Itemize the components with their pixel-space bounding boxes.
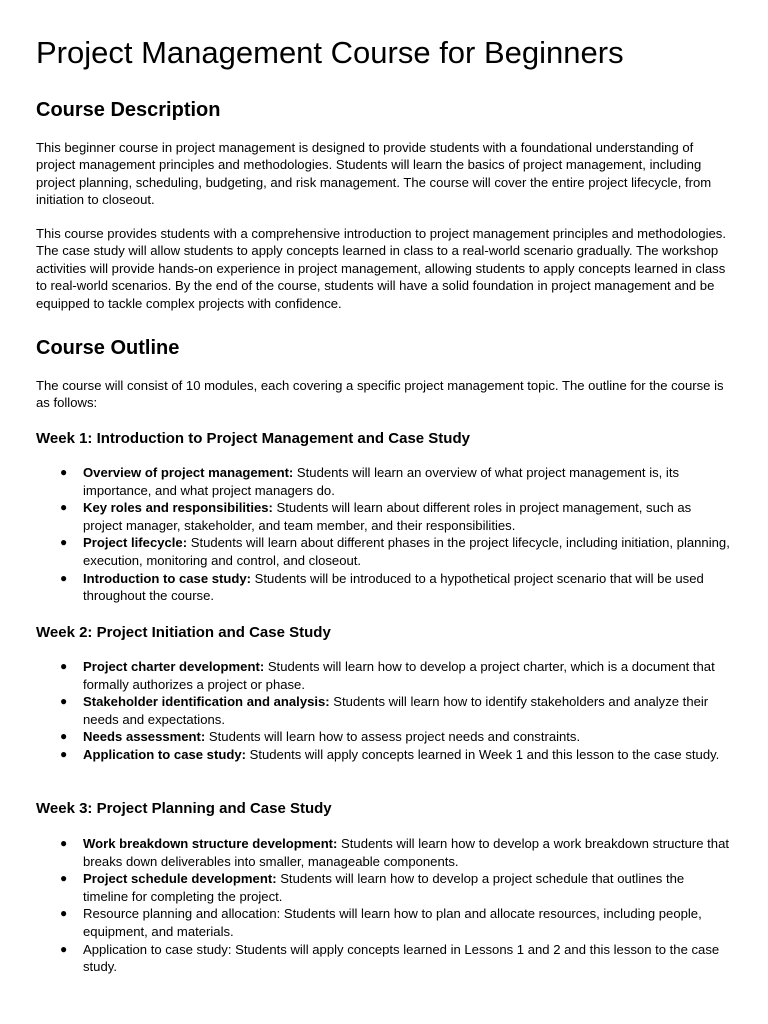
item-text: Students will be introduced to a hypothetical project scenario that will be used throughout the course. — [83, 570, 704, 604]
list-item — [36, 728, 732, 746]
course-description-heading: Course Description — [36, 99, 221, 121]
item-label: Project charter development: — [83, 659, 265, 674]
course-outline-heading: Course Outline — [36, 337, 180, 359]
item-text: Students will learn how to develop a work breakdown structure that breaks down deliverables into smaller, manageable components. — [83, 836, 729, 869]
item-label: Introduction to case study: — [83, 570, 252, 586]
bullet-icon: ● — [60, 570, 68, 585]
bullet-icon: ● — [60, 500, 68, 515]
item-text: Students will apply concepts learned in Week 1 and this lesson to the case study. — [245, 746, 720, 762]
item-label: Overview of project management: — [83, 465, 294, 480]
bullet-icon: ● — [60, 465, 68, 479]
list-item — [36, 499, 732, 534]
bullet-icon: ● — [60, 729, 68, 744]
item-text: Students will learn how to identify stakeholders and analyze their needs and expectations. — [83, 694, 709, 727]
list-item — [36, 658, 732, 693]
bullet-icon: ● — [60, 659, 68, 673]
bullet-icon: ● — [60, 535, 68, 550]
item-label: Key roles and responsibilities: — [83, 500, 273, 516]
bullet-icon: ● — [60, 941, 68, 956]
outline-intro: The course will consist of 10 modules, each covering a specific project management topic. The outline for the course is as follows: — [36, 378, 724, 411]
list-item — [36, 693, 732, 728]
list-item — [36, 941, 732, 976]
item-text: Students will learn about different roles in project management, such as project manager, stakeholder, and team member, and their responsibilities. — [83, 500, 692, 533]
list-item — [36, 746, 732, 764]
item-text: Students will learn how to develop a project charter, which is a document that formally authorizes a project or phase. — [83, 659, 715, 692]
bullet-icon: ● — [60, 746, 68, 761]
item-text: Students will learn about different phases in the project lifecycle, including initiation, planning, execution, monitoring and control, and closeout. — [83, 535, 730, 568]
item-text: Resource planning and allocation: Students will learn how to plan and allocate resources, including people, equipment, and materials. — [83, 906, 702, 939]
week-3-list — [36, 835, 732, 976]
list-item — [36, 464, 732, 499]
list-item — [36, 534, 732, 569]
item-label: Work breakdown structure development: — [83, 836, 338, 851]
week-2-list — [36, 658, 732, 764]
list-item — [36, 570, 732, 605]
week-2-heading: Week 2: Project Initiation and Case Study — [36, 624, 331, 641]
bullet-icon: ● — [60, 694, 68, 709]
item-label: Project lifecycle: — [83, 535, 188, 551]
item-text: Students will learn how to develop a project schedule that outlines the timeline for completing the project. — [83, 871, 685, 904]
item-label: Project schedule development: — [83, 871, 277, 887]
list-item — [36, 835, 732, 870]
week-3-heading: Week 3: Project Planning and Case Study — [36, 800, 332, 817]
item-label: Needs assessment: — [83, 729, 206, 745]
list-item — [36, 870, 732, 905]
item-label: Stakeholder identification and analysis: — [83, 694, 330, 710]
bullet-icon: ● — [60, 836, 68, 850]
description-paragraph-1: This beginner course in project management is designed to provide students with a foundational understanding of project management principles and methodologies. Students will learn the basics of project management, including project planning, scheduling, budgeting, and risk management. The course will cover the entire project lifecycle, from initiation to closeout. — [36, 140, 712, 208]
week-1-heading: Week 1: Introduction to Project Management and Case Study — [36, 430, 470, 447]
item-label: Application to case study: — [83, 746, 246, 762]
bullet-icon: ● — [60, 871, 68, 886]
list-item — [36, 905, 732, 940]
page-title: Project Management Course for Beginners — [36, 35, 624, 70]
week-1-list — [36, 464, 732, 605]
item-text: Application to case study: Students will apply concepts learned in Lessons 1 and 2 and this lesson to the case study. — [83, 941, 720, 975]
item-text: Students will learn an overview of what project management is, its importance, and what project managers do. — [83, 465, 680, 498]
item-text: Students will learn how to assess project needs and constraints. — [205, 729, 581, 745]
bullet-icon: ● — [60, 906, 68, 921]
description-paragraph-2: This course provides students with a comprehensive introduction to project management principles and methodologies. The case study will allow students to apply concepts learned in class to a real-world scenario gradually. The workshop activities will provide hands-on experience in project management, allowing students to apply concepts learned in class to real-world scenarios. By the end of the course, students will have a solid foundation in project management and be equipped to tackle complex projects with confidence. — [36, 226, 726, 311]
